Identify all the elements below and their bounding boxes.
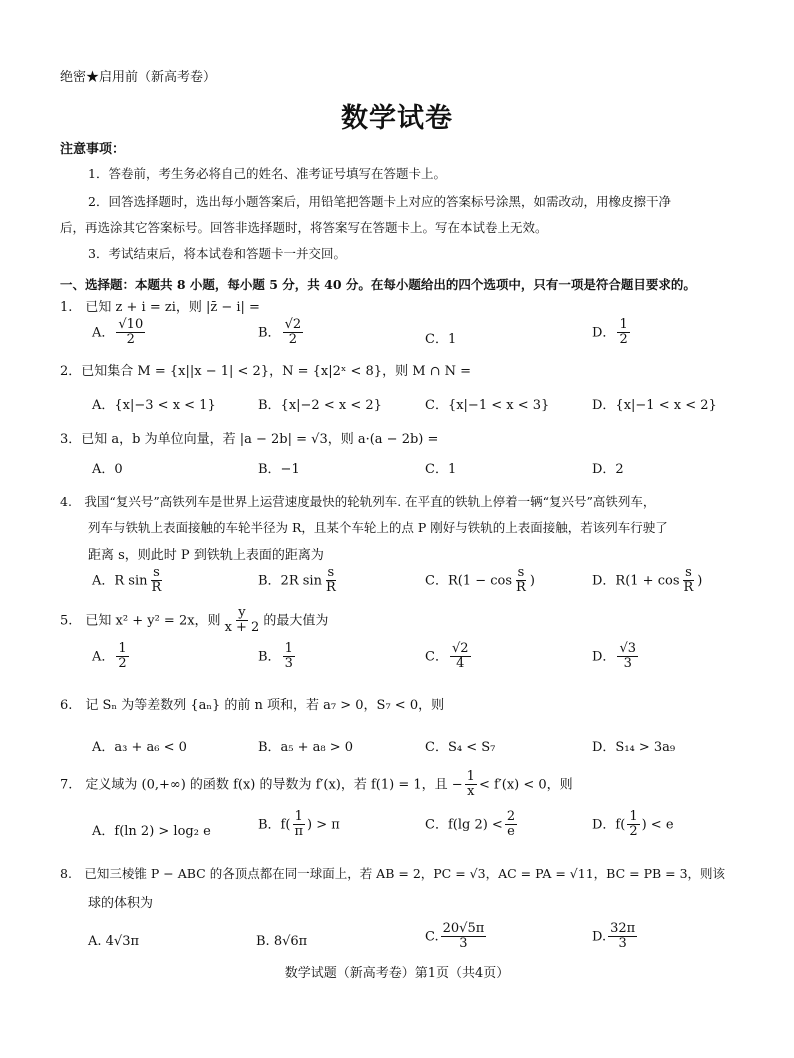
q1-a-den: 2	[126, 332, 135, 348]
q5-a-num: 1	[118, 641, 127, 656]
page-title: 数学试卷	[341, 103, 453, 134]
q3-option-a: A．0	[92, 462, 123, 477]
q3-option-c: C．1	[425, 462, 457, 477]
q1-option-a	[92, 318, 147, 348]
q8-d-den: 3	[618, 936, 627, 952]
q5-a-label: A．	[92, 649, 115, 665]
q4-c-close: )	[529, 573, 535, 589]
q1-b-num: √2	[284, 317, 302, 332]
q5-d-label: D．	[592, 649, 616, 665]
q2-option-d: D．{x|−1 < x < 2}	[592, 398, 717, 413]
section-heading: 一、选择题：本题共 8 小题，每小题 5 分，共 40 分。在每小题给出的四个选项中，只有一项是符合题目要求的。	[60, 277, 696, 292]
q7-b-post: ) > π	[306, 817, 340, 833]
q3-option-d: D．2	[592, 462, 624, 477]
page-footer: 数学试题（新高考卷）第1页（共4页）	[284, 966, 510, 981]
q8-c-den: 3	[459, 936, 468, 952]
q1-b-label: B．	[258, 325, 281, 341]
q1-a-label: A．	[92, 325, 115, 341]
q4-line-1: 4. 我国“复兴号”高铁列车是世界上运营速度最快的轮轨列车. 在平直的铁轨上停着一辆“复兴号”高铁列车，	[60, 494, 656, 509]
q4-c-num: s	[517, 565, 525, 580]
note-2: 2．回答选择题时，选出每小题答案后，用铅笔把答题卡上对应的答案标号涂黑，如需改动，用橡皮擦干净	[88, 194, 671, 209]
q6-stem: 6. 记 Sₙ 为等差数列 {aₙ} 的前 n 项和，若 a₇ > 0，S₇ < 0，则	[60, 698, 445, 713]
q7-option-b	[258, 810, 340, 840]
q4-a-den: R	[151, 580, 162, 596]
q1-option-d	[592, 318, 632, 348]
q6-option-d: D．S₁₄ > 3a₉	[592, 740, 676, 755]
q1-stem: 1. 已知 z + i = zi，则 |z̄ − i| =	[60, 300, 260, 315]
q8-c-num: 20√5π	[442, 921, 485, 936]
q7-d-label: D．f(	[592, 817, 626, 833]
q5-d-num: √3	[619, 641, 636, 656]
q4-line-3: 距离 s，则此时 P 到铁轨上表面的距离为	[88, 548, 324, 563]
q4-option-d	[592, 566, 702, 596]
q4-d-label: D．R(1 + cos	[592, 573, 680, 589]
q7-d-post: ) < e	[641, 817, 674, 833]
q7-c-den: e	[507, 824, 515, 840]
q7-stem-post: < f′(x) < 0，则	[478, 777, 573, 793]
note-2-cont: 后，再选涂其它答案标号。回答非选择题时，将答案写在答题卡上。写在本试卷上无效。	[60, 220, 548, 235]
note-3: 3．考试结束后，将本试卷和答题卡一并交回。	[88, 246, 346, 261]
q4-b-den: R	[325, 580, 336, 596]
q5-a-den: 2	[118, 656, 127, 672]
q7-d-den: 2	[629, 824, 638, 840]
q1-option-c: C．1	[425, 332, 457, 347]
q6-option-b: B．a₅ + a₈ > 0	[258, 740, 354, 755]
q5-option-a	[92, 642, 131, 672]
q2-option-c: C．{x|−1 < x < 3}	[425, 398, 550, 413]
q8-option-d	[592, 922, 639, 952]
q5-stem-den: x + 2	[224, 620, 260, 636]
q4-option-b	[258, 566, 340, 596]
q5-d-den: 3	[623, 656, 632, 672]
q5-stem-pre: 5. 已知 x² + y² = 2x，则	[60, 613, 221, 629]
q5-stem	[60, 606, 328, 636]
q7-option-c	[425, 810, 519, 840]
q6-option-a: A．a₃ + a₆ < 0	[92, 740, 187, 755]
q5-b-den: 3	[284, 656, 293, 672]
q5-c-num: √2	[451, 641, 469, 656]
q8-option-a: A. 4√3π	[88, 934, 140, 949]
q6-option-c: C．S₄ < S₇	[425, 740, 496, 755]
q3-option-b: B．−1	[258, 462, 300, 477]
q4-c-den: R	[516, 580, 526, 596]
q7-option-a: A．f(ln 2) > log₂ e	[92, 824, 211, 839]
q2-option-a: A．{x|−3 < x < 1}	[92, 398, 216, 413]
q4-line-2: 列车与铁轨上表面接触的车轮半径为 R，且某个车轮上的点 P 刚好与铁轨的上表面接触，若该列车行驶了	[88, 520, 668, 535]
q4-a-label: A．R sin	[92, 573, 148, 589]
q4-d-den: R	[683, 580, 694, 596]
q8-line-2: 球的体积为	[88, 896, 154, 911]
q4-b-label: B．2R sin	[258, 573, 322, 589]
q4-c-label: C．R(1 − cos	[425, 573, 513, 589]
q7-d-num: 1	[629, 809, 638, 824]
q7-c-label: C．f(lg 2) <	[425, 817, 503, 833]
q1-a-num: √10	[118, 317, 144, 332]
q8-option-b: B. 8√6π	[256, 934, 308, 949]
q4-d-num: s	[685, 565, 692, 580]
q5-option-c	[425, 642, 473, 672]
q5-stem-num: y	[238, 605, 246, 620]
q5-stem-post: 的最大值为	[263, 613, 329, 629]
q5-option-d	[592, 642, 640, 672]
q1-d-den: 2	[619, 332, 628, 348]
q8-option-c	[425, 922, 488, 952]
q8-d-num: 32π	[610, 921, 636, 936]
q4-d-close: )	[697, 573, 703, 589]
q7-b-num: 1	[294, 809, 303, 824]
q4-option-a	[92, 566, 165, 596]
header-tag: 绝密★启用前（新高考卷）	[60, 70, 217, 85]
q1-d-label: D．	[592, 325, 616, 341]
q7-b-den: π	[294, 824, 303, 840]
q7-stem-pre: 7. 定义域为 (0,+∞) 的函数 f(x) 的导数为 f′(x)，若 f(1) = 1，且 −	[60, 777, 463, 793]
q7-stem-den: x	[467, 784, 475, 800]
q3-stem: 3．已知 a，b 为单位向量，若 |a − 2b| = √3，则 a·(a − 2b) =	[60, 432, 439, 447]
q4-option-c	[425, 566, 535, 596]
q5-b-num: 1	[284, 641, 293, 656]
q4-b-num: s	[327, 565, 335, 580]
notes-heading: 注意事项：	[60, 142, 126, 157]
q5-c-label: C．	[425, 649, 448, 665]
q7-c-num: 2	[506, 809, 516, 824]
q7-option-d	[592, 810, 674, 840]
q1-option-b	[258, 318, 305, 348]
q2-stem: 2．已知集合 M = {x||x − 1| < 2}，N = {x|2ˣ < 8}，则 M ∩ N =	[60, 364, 472, 379]
q5-option-b	[258, 642, 297, 672]
q8-c-label: C.	[425, 929, 439, 945]
q8-line-1: 8. 已知三棱锥 P − ABC 的各顶点都在同一球面上，若 AB = 2，PC = √3，AC = PA = √11，BC = PB = 3，则该	[60, 866, 726, 881]
q7-stem-num: 1	[466, 769, 475, 784]
q5-c-den: 4	[456, 656, 465, 672]
q2-option-b: B．{x|−2 < x < 2}	[258, 398, 382, 413]
q8-d-label: D.	[592, 929, 607, 945]
q7-b-label: B．f(	[258, 817, 291, 833]
note-1: 1．答卷前，考生务必将自己的姓名、准考证号填写在答题卡上。	[88, 166, 446, 181]
q1-d-num: 1	[619, 317, 628, 332]
q1-b-den: 2	[288, 332, 297, 348]
q7-stem	[60, 770, 573, 800]
q4-a-num: s	[153, 565, 160, 580]
q5-b-label: B．	[258, 649, 281, 665]
